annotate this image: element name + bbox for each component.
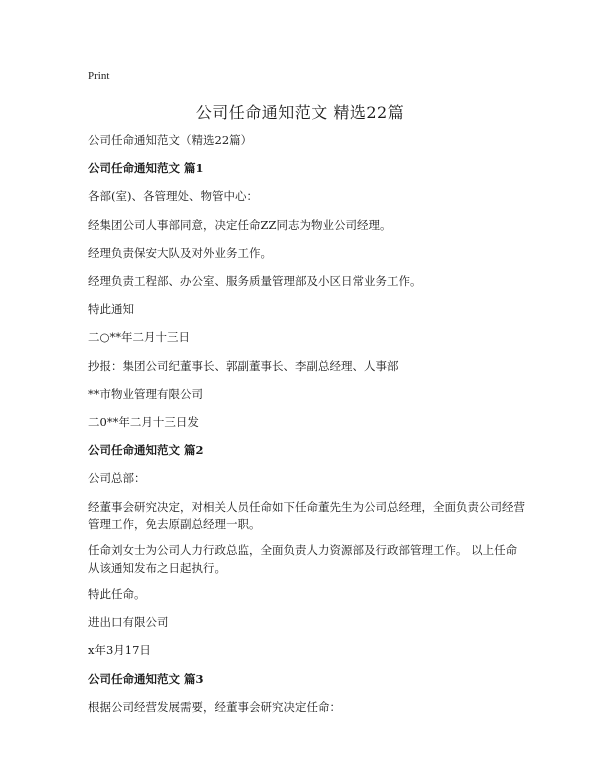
print-label: Print bbox=[88, 70, 110, 82]
body-paragraph: **市物业管理有限公司 bbox=[88, 386, 203, 401]
body-paragraph: 经集团公司人事部同意，决定任命ZZ同志为物业公司经理。 bbox=[88, 217, 392, 232]
body-paragraph: 特此通知 bbox=[88, 302, 134, 317]
body-paragraph: 根据公司经营发展需要，经董事会研究决定任命： bbox=[88, 699, 341, 714]
document-title: 公司任命通知范文 精选22篇 bbox=[195, 103, 405, 122]
body-paragraph: 任命刘女士为公司人力行政总监，全面负责人力资源部及行政部管理工作。 以上任命从该通知发布之日起执行。 bbox=[88, 543, 518, 576]
section-heading: 公司任命通知范文 篇2 bbox=[88, 443, 204, 458]
body-paragraph: 公司任命通知范文（精选22篇） bbox=[88, 133, 253, 147]
document-body bbox=[88, 132, 528, 727]
body-paragraph: 公司总部： bbox=[88, 471, 146, 486]
body-paragraph: 二○**年二月十三日 bbox=[88, 330, 191, 345]
body-paragraph: 经董事会研究决定，对相关人员任命如下任命董先生为公司总经理，全面负责公司经营管理工作，免去原副总经理一职。 bbox=[88, 499, 525, 532]
body-paragraph: 二0**年二月十三日发 bbox=[88, 415, 199, 430]
body-paragraph: x年3月17日 bbox=[88, 643, 151, 658]
section-heading: 公司任命通知范文 篇3 bbox=[88, 671, 204, 686]
body-paragraph: 经理负责工程部、办公室、服务质量管理部及小区日常业务工作。 bbox=[88, 274, 422, 289]
body-paragraph: 各部(室)、各管理处、物管中心： bbox=[88, 189, 258, 204]
body-paragraph: 经理负责保安大队及对外业务工作。 bbox=[88, 245, 272, 260]
body-paragraph: 进出口有限公司 bbox=[88, 615, 169, 630]
body-paragraph: 抄报：集团公司纪董事长、郭副董事长、李副总经理、人事部 bbox=[88, 358, 399, 373]
body-paragraph: 特此任命。 bbox=[88, 586, 146, 601]
section-heading: 公司任命通知范文 篇1 bbox=[88, 161, 204, 176]
